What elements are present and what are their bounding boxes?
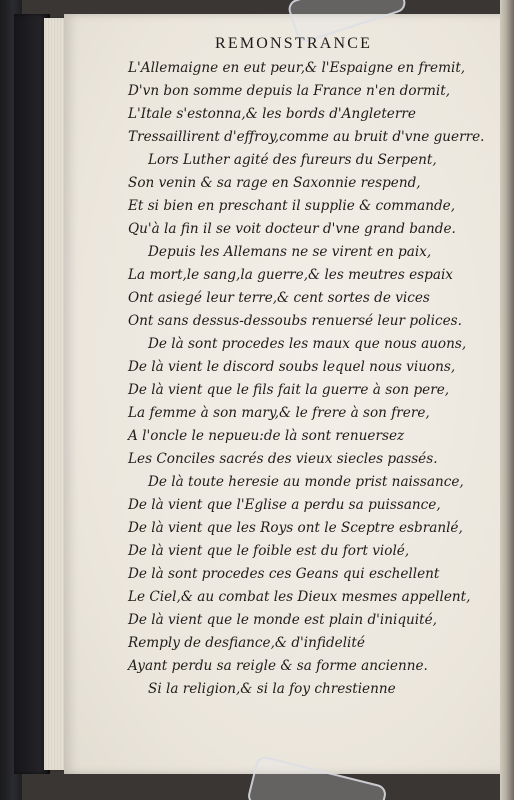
verse-line: De là vient que le foible est du fort violé, xyxy=(128,543,410,559)
facing-page-edge xyxy=(500,0,514,800)
verse-line: Lors Luther agité des fureurs du Serpent, xyxy=(148,152,437,168)
verse-line: Son venin & sa rage en Saxonnie respend, xyxy=(128,175,421,191)
verse-line: Ont asiegé leur terre,& cent sortes de vices xyxy=(128,290,430,306)
verse-line: L'Allemaigne en eut peur,& l'Espaigne en fremit, xyxy=(128,60,466,76)
verse-line: De là vient que l'Eglise a perdu sa puissance, xyxy=(128,497,441,513)
verse-line: A l'oncle le nepueu:de là sont renuersez xyxy=(128,428,405,444)
verse-line: La mort,le sang,la guerre,& les meutres espaix xyxy=(128,267,453,283)
verse-line: Le Ciel,& au combat les Dieux mesmes appellent, xyxy=(128,589,471,605)
running-head: REMONSTRANCE xyxy=(215,35,373,52)
verse-line: La femme à son mary,& le frere à son frere, xyxy=(128,405,430,421)
verse-line: Remply de desfiance,& d'infidelité xyxy=(128,635,365,651)
verse-line: Depuis les Allemans ne se virent en paix, xyxy=(148,244,432,260)
verse-line: De là toute heresie au monde prist naissance, xyxy=(148,474,464,490)
verse-line: Ayant perdu sa reigle & sa forme ancienne. xyxy=(128,658,428,674)
verse-line: Les Conciles sacrés des vieux siecles passés. xyxy=(128,451,438,467)
verse-line: De là sont procedes ces Geans qui eschellent xyxy=(128,566,440,582)
verse-line: Qu'à la fin il se voit docteur d'vne grand bande. xyxy=(128,221,456,237)
verse-line: De là vient que le monde est plain d'iniquité, xyxy=(128,612,437,628)
verse-line: De là sont procedes les maux que nous auons, xyxy=(148,336,467,352)
verse-line: Ont sans dessus-dessoubs renuersé leur polices. xyxy=(128,313,462,329)
verse-line: De là vient que les Roys ont le Sceptre esbranlé, xyxy=(128,520,463,536)
verse-line: D'vn bon somme depuis la France n'en dormit, xyxy=(128,83,451,99)
verse-line: Tressaillirent d'effroy,comme au bruit d'vne guerre. xyxy=(128,129,485,145)
verse-line: De là vient le discord soubs lequel nous viuons, xyxy=(128,359,456,375)
verse-line: De là vient que le fils fait la guerre à son pere, xyxy=(128,382,450,398)
verse-line: Si la religion,& si la foy chrestienne xyxy=(148,681,396,697)
verse-line: Et si bien en preschant il supplie & commande, xyxy=(128,198,456,214)
verse-line: L'Itale s'estonna,& les bords d'Angleterre xyxy=(128,106,416,122)
